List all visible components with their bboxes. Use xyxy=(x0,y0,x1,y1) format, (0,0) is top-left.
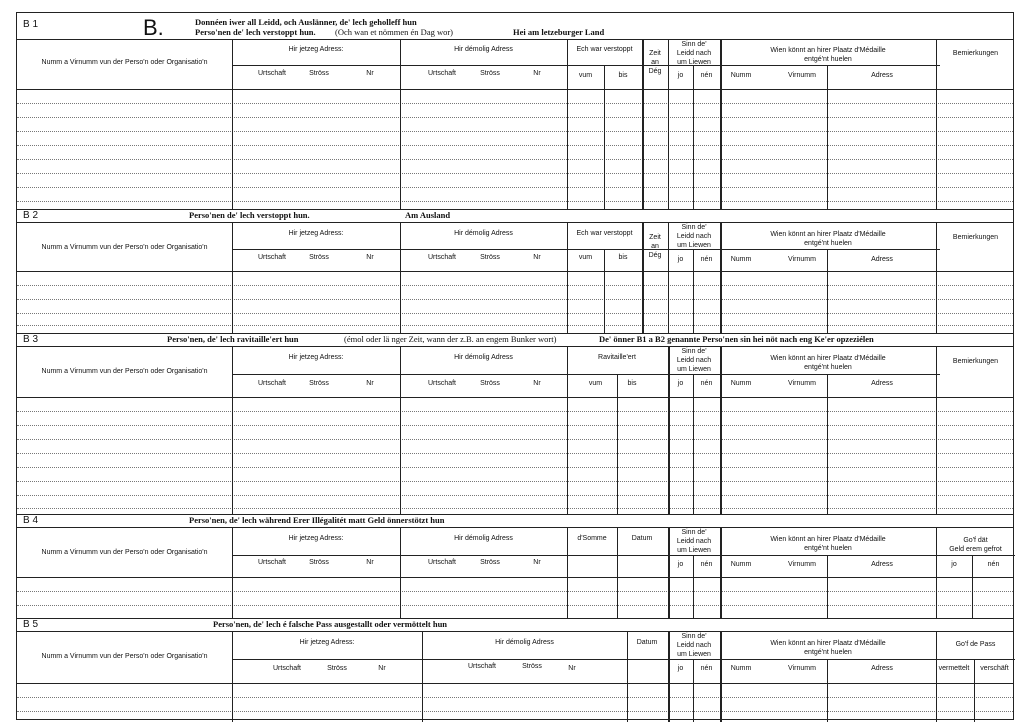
col-jo: jo xyxy=(951,561,957,568)
form-title: Donnéen iwer all Leidd, och Auslänner, de' lech geholleff hun xyxy=(195,17,417,27)
col-zeit-deg: Dég xyxy=(648,68,662,75)
col-bis: bis xyxy=(618,254,628,261)
old-address-header: Hir démolig Adress xyxy=(454,354,513,361)
col-jo: jo xyxy=(677,256,684,263)
col-adress: Adress xyxy=(871,72,893,79)
col-numm: Numm xyxy=(730,72,752,79)
form-sheet xyxy=(16,12,1014,720)
col-nen: nén xyxy=(987,561,1000,568)
col-stross: Ströss xyxy=(480,380,500,387)
col-virnumm: Virnumm xyxy=(788,256,816,263)
col-bis: bis xyxy=(618,72,628,79)
col-nen: nén xyxy=(700,380,713,387)
col-urtschaft: Urtschaft xyxy=(272,665,301,672)
col-numm: Numm xyxy=(730,380,752,387)
col-stross: Ströss xyxy=(480,254,500,261)
col-vum: vum xyxy=(588,380,603,387)
col-jo: jo xyxy=(677,561,684,568)
col-urtschaft: Urtschaft xyxy=(467,663,496,670)
section-title: Perso'nen de' lech verstoppt hun. xyxy=(189,210,310,220)
old-address-header: Hir démolig Adress xyxy=(454,46,513,53)
col-stross: Ströss xyxy=(309,380,329,387)
col-vum: vum xyxy=(578,254,593,261)
form-letter: B. xyxy=(143,15,164,40)
remarks-header: Bemierkungen xyxy=(952,234,999,241)
medal-header: Wien könnt an hirer Plaatz d'Médaille xyxy=(770,47,886,54)
medal-header: Wien könnt an hirer Plaatz d'Médaille xyxy=(770,355,886,362)
col-stross: Ströss xyxy=(480,559,500,566)
col-nr: Nr xyxy=(366,254,374,261)
medal-header: entgé'nt huelen xyxy=(804,545,852,552)
col-adress: Adress xyxy=(871,561,893,568)
col-jo: jo xyxy=(677,72,684,79)
col-urtschaft: Urtschaft xyxy=(427,559,456,566)
medal-header: Wien könnt an hirer Plaatz d'Médaille xyxy=(770,536,886,543)
date-header: Datum xyxy=(636,639,658,646)
col-nr: Nr xyxy=(366,380,374,387)
remarks-header: Bemierkungen xyxy=(952,50,999,57)
period-header: Ech war verstoppt xyxy=(576,230,633,237)
section-title: Perso'nen, de' lech während Erer Illégalitét matt Geld önnerstötzt hun xyxy=(189,515,445,525)
medal-header: entgé'nt huelen xyxy=(804,56,852,63)
section-b3 xyxy=(17,333,1013,514)
name-column-header: Numm a Virnumm vun der Perso'n oder Organisatio'n xyxy=(41,653,208,660)
col-nen: nén xyxy=(700,561,713,568)
current-address-header: Hir jetzeg Adress: xyxy=(288,535,344,542)
section-note: (émol oder lä nger Zeit, wann der z.B. an engem Bunker wort) xyxy=(344,334,557,344)
col-stross: Ströss xyxy=(327,665,347,672)
col-nr: Nr xyxy=(533,559,541,566)
col-sinn: um Liewen xyxy=(677,59,711,66)
col-zeit: Zeit xyxy=(649,234,661,241)
col-urtschaft: Urtschaft xyxy=(257,70,286,77)
old-address-header: Hir démolig Adress xyxy=(454,535,513,542)
col-stross: Ströss xyxy=(522,663,542,670)
col-sinn: um Liewen xyxy=(677,366,711,373)
col-zeit-an: an xyxy=(651,59,659,66)
section-b1 xyxy=(17,13,1013,209)
money-returned-header: Go'f dät xyxy=(963,537,988,544)
col-virnumm: Virnumm xyxy=(788,561,816,568)
col-stross: Ströss xyxy=(480,70,500,77)
col-stross: Ströss xyxy=(309,254,329,261)
name-column-header: Numm a Virnumm vun der Perso'n oder Organisatio'n xyxy=(41,244,208,251)
col-sinn: um Liewen xyxy=(677,547,711,554)
col-sinn: Sinn de' xyxy=(681,224,707,231)
medal-header: Wien könnt an hirer Plaatz d'Médaille xyxy=(770,640,886,647)
col-sinn: Leidd nach xyxy=(676,50,712,57)
col-sinn: Sinn de' xyxy=(681,348,707,355)
col-zeit-deg: Dég xyxy=(648,252,662,259)
col-nr: Nr xyxy=(568,665,576,672)
col-nen: nén xyxy=(700,256,713,263)
col-nr: Nr xyxy=(533,70,541,77)
col-sinn: Leidd nach xyxy=(676,357,712,364)
col-virnumm: Virnumm xyxy=(788,380,816,387)
section-note: De' önner B1 a B2 genannte Perso'nen sin hei nöt nach eng Ke'er opzeziélen xyxy=(599,334,874,344)
section-b4 xyxy=(17,514,1013,618)
date-header: Datum xyxy=(631,535,653,542)
col-bis: bis xyxy=(627,380,637,387)
col-adress: Adress xyxy=(871,665,893,672)
col-urtschaft: Urtschaft xyxy=(427,380,456,387)
current-address-header: Hir jetzeg Adress: xyxy=(288,354,344,361)
period-header: Ech war verstoppt xyxy=(576,46,633,53)
medal-header: entgé'nt huelen xyxy=(804,364,852,371)
money-returned-header: Geld erem gefrot xyxy=(949,546,1002,553)
name-column-header: Numm a Virnumm vun der Perso'n oder Organisatio'n xyxy=(41,368,208,375)
col-virnumm: Virnumm xyxy=(788,72,816,79)
col-sinn: Sinn de' xyxy=(681,633,707,640)
passport-header: Go'f de Pass xyxy=(955,641,996,648)
col-sinn: um Liewen xyxy=(677,242,711,249)
section-title: Perso'nen de' lech verstoppt hun. xyxy=(195,27,316,37)
col-vum: vum xyxy=(578,72,593,79)
col-urtschaft: Urtschaft xyxy=(257,254,286,261)
section-title: Perso'nen, de' lech é falsche Pass ausgestallt oder vermöttelt hun xyxy=(213,619,448,629)
col-zeit-an: an xyxy=(651,243,659,250)
current-address-header: Hir jetzeg Adress: xyxy=(299,639,355,646)
old-address-header: Hir démolig Adress xyxy=(454,230,513,237)
col-vermettelt: vermettelt xyxy=(938,665,970,672)
old-address-header: Hir démolig Adress xyxy=(495,639,554,646)
section-code: B 2 xyxy=(23,210,39,221)
col-stross: Ströss xyxy=(309,559,329,566)
col-numm: Numm xyxy=(730,256,752,263)
col-virnumm: Virnumm xyxy=(788,665,816,672)
sum-header: d'Somme xyxy=(577,535,607,542)
section-location: Hei am letzeburger Land xyxy=(513,27,605,37)
col-jo: jo xyxy=(677,380,684,387)
col-numm: Numm xyxy=(730,665,752,672)
section-b5 xyxy=(17,618,1013,721)
period-header: Ravitaille'ert xyxy=(598,354,636,361)
col-nr: Nr xyxy=(533,254,541,261)
section-location: Am Ausland xyxy=(405,210,451,220)
section-code: B 1 xyxy=(23,19,39,30)
col-urtschaft: Urtschaft xyxy=(427,254,456,261)
name-column-header: Numm a Virnumm vun der Perso'n oder Organisatio'n xyxy=(41,59,208,66)
section-code: B 4 xyxy=(23,515,39,526)
col-zeit: Zeit xyxy=(649,50,661,57)
current-address-header: Hir jetzeg Adress: xyxy=(288,46,344,53)
col-sinn: Leidd nach xyxy=(676,233,712,240)
col-numm: Numm xyxy=(730,561,752,568)
col-urtschaft: Urtschaft xyxy=(257,380,286,387)
col-nr: Nr xyxy=(378,665,386,672)
col-nr: Nr xyxy=(533,380,541,387)
section-code: B 5 xyxy=(23,619,39,630)
col-sinn: Leidd nach xyxy=(676,642,712,649)
section-b2 xyxy=(17,209,1013,333)
col-stross: Ströss xyxy=(309,70,329,77)
remarks-header: Bemierkungen xyxy=(952,358,999,365)
name-column-header: Numm a Virnumm vun der Perso'n oder Organisatio'n xyxy=(41,549,208,556)
col-urtschaft: Urtschaft xyxy=(257,559,286,566)
col-sinn: Sinn de' xyxy=(681,41,707,48)
col-verschaft: verschäft xyxy=(980,665,1009,672)
section-title: Perso'nen, de' lech ravitaille'ert hun xyxy=(167,334,299,344)
current-address-header: Hir jetzeg Adress: xyxy=(288,230,344,237)
medal-header: entgé'nt huelen xyxy=(804,240,852,247)
medal-header: entgé'nt huelen xyxy=(804,649,852,656)
col-sinn: Leidd nach xyxy=(676,538,712,545)
col-nen: nén xyxy=(700,665,713,672)
col-nr: Nr xyxy=(366,70,374,77)
col-jo: jo xyxy=(677,665,684,672)
col-sinn: Sinn de' xyxy=(681,529,707,536)
col-nen: nén xyxy=(700,72,713,79)
col-urtschaft: Urtschaft xyxy=(427,70,456,77)
medal-header: Wien könnt an hirer Plaatz d'Médaille xyxy=(770,231,886,238)
col-sinn: um Liewen xyxy=(677,651,711,658)
col-adress: Adress xyxy=(871,256,893,263)
col-nr: Nr xyxy=(366,559,374,566)
section-note: (Och wan et nömmen én Dag wor) xyxy=(335,27,454,37)
section-code: B 3 xyxy=(23,334,39,345)
col-adress: Adress xyxy=(871,380,893,387)
